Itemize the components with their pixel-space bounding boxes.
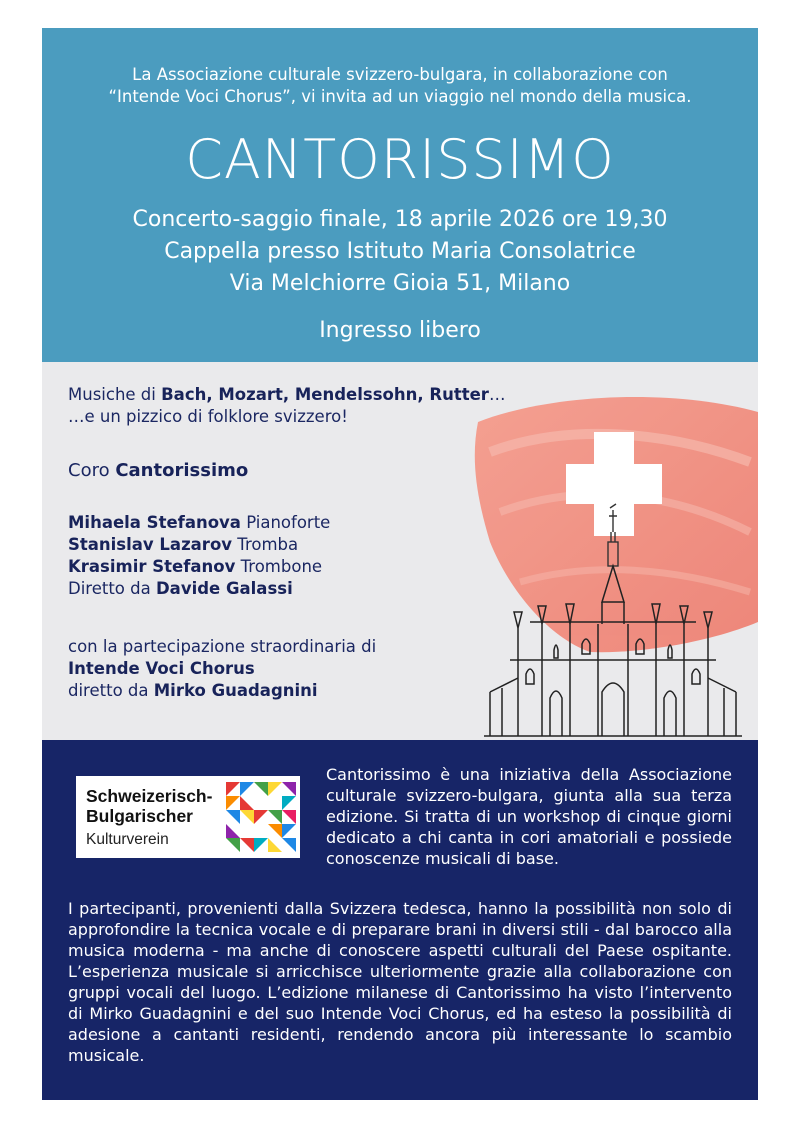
logo-line-3: Kulturverein [86, 831, 169, 848]
guest-director-prefix: diretto da [68, 681, 154, 700]
performer-name: Stanislav Lazarov [68, 535, 233, 554]
performer-row [68, 556, 330, 578]
invitation-line-2: “Intende Voci Chorus”, vi invita ad un viaggio nel mondo della musica. [108, 87, 692, 106]
choir-name: Cantorissimo [115, 460, 249, 481]
invitation-line-1: La Associazione culturale svizzero-bulgara, in collaborazione con [132, 65, 668, 84]
choir-prefix: Coro [68, 460, 116, 481]
director-row [68, 578, 330, 600]
composers: Bach, Mozart, Mendelssohn, Rutter [161, 385, 489, 404]
guest-intro: con la partecipazione straordinaria di [68, 637, 377, 656]
performer-row [68, 512, 330, 534]
event-title: CANTORISSIMO [185, 128, 615, 191]
logo-mosaic-icon [226, 782, 296, 852]
event-address: Via Melchiorre Gioia 51, Milano [229, 271, 571, 296]
performer-name: Mihaela Stefanova [68, 513, 241, 532]
choir-line [68, 460, 248, 482]
program-section [42, 362, 758, 740]
performer-role: Tromba [237, 535, 299, 554]
performer-row [68, 534, 330, 556]
guest-director: Mirko Guadagnini [153, 681, 318, 700]
about-paragraph-2: I partecipanti, provenienti dalla Svizzera tedesca, hanno la possibilità non solo di approfondire la tecnica vocale e di preparare brani in diversi stili - dal barocco alla musica moderna - ma anche di conoscere aspetti culturali del Paese ospitante. L’esperienza musicale si arricchisce ulteriormente grazie alla collaborazione con gruppi vocali del luogo. L’edizione milanese di Cantorissimo ha visto l’intervento di Mirko Guadagnini e del suo Intende Voci Chorus, ed ha esteso la possibilità di adesione a cantanti residenti, rendendo ancora più interessante lo scambio musicale. [68, 899, 732, 1065]
logo-line-1: Schweizerisch- [86, 786, 213, 806]
event-details [42, 204, 758, 300]
about-paragraph-1: Cantorissimo è una iniziativa della Associazione culturale svizzero-bulgara, giunta alla sua terza edizione. Si tratta di un workshop di cinque giorni dedicato a chi canta in cori amatoriali e possiede conoscenze musicali di base. [326, 765, 732, 868]
header-banner [42, 28, 758, 362]
association-logo [76, 776, 300, 858]
director-name: Davide Galassi [155, 579, 293, 598]
performers-list [68, 512, 330, 600]
logo-line-2: Bulgarischer [86, 806, 193, 826]
guest-info [68, 636, 376, 702]
music-info [68, 384, 505, 428]
cathedral-illustration [470, 392, 758, 740]
guest-choir: Intende Voci Chorus [68, 659, 255, 678]
entry-info: Ingresso libero [319, 318, 481, 343]
folk-line: …e un pizzico di folklore svizzero! [68, 407, 348, 426]
invitation-text [42, 64, 758, 108]
director-prefix: Diretto da [68, 579, 156, 598]
event-venue: Cappella presso Istituto Maria Consolatrice [164, 239, 636, 264]
music-prefix: Musiche di [68, 385, 162, 404]
event-date: Concerto-saggio finale, 18 aprile 2026 ore 19,30 [132, 207, 668, 232]
poster [42, 28, 758, 1100]
performer-name: Krasimir Stefanov [68, 557, 236, 576]
music-suffix: … [488, 385, 506, 404]
about-section [42, 740, 758, 1100]
performer-role: Trombone [240, 557, 323, 576]
performer-role: Pianoforte [246, 513, 331, 532]
